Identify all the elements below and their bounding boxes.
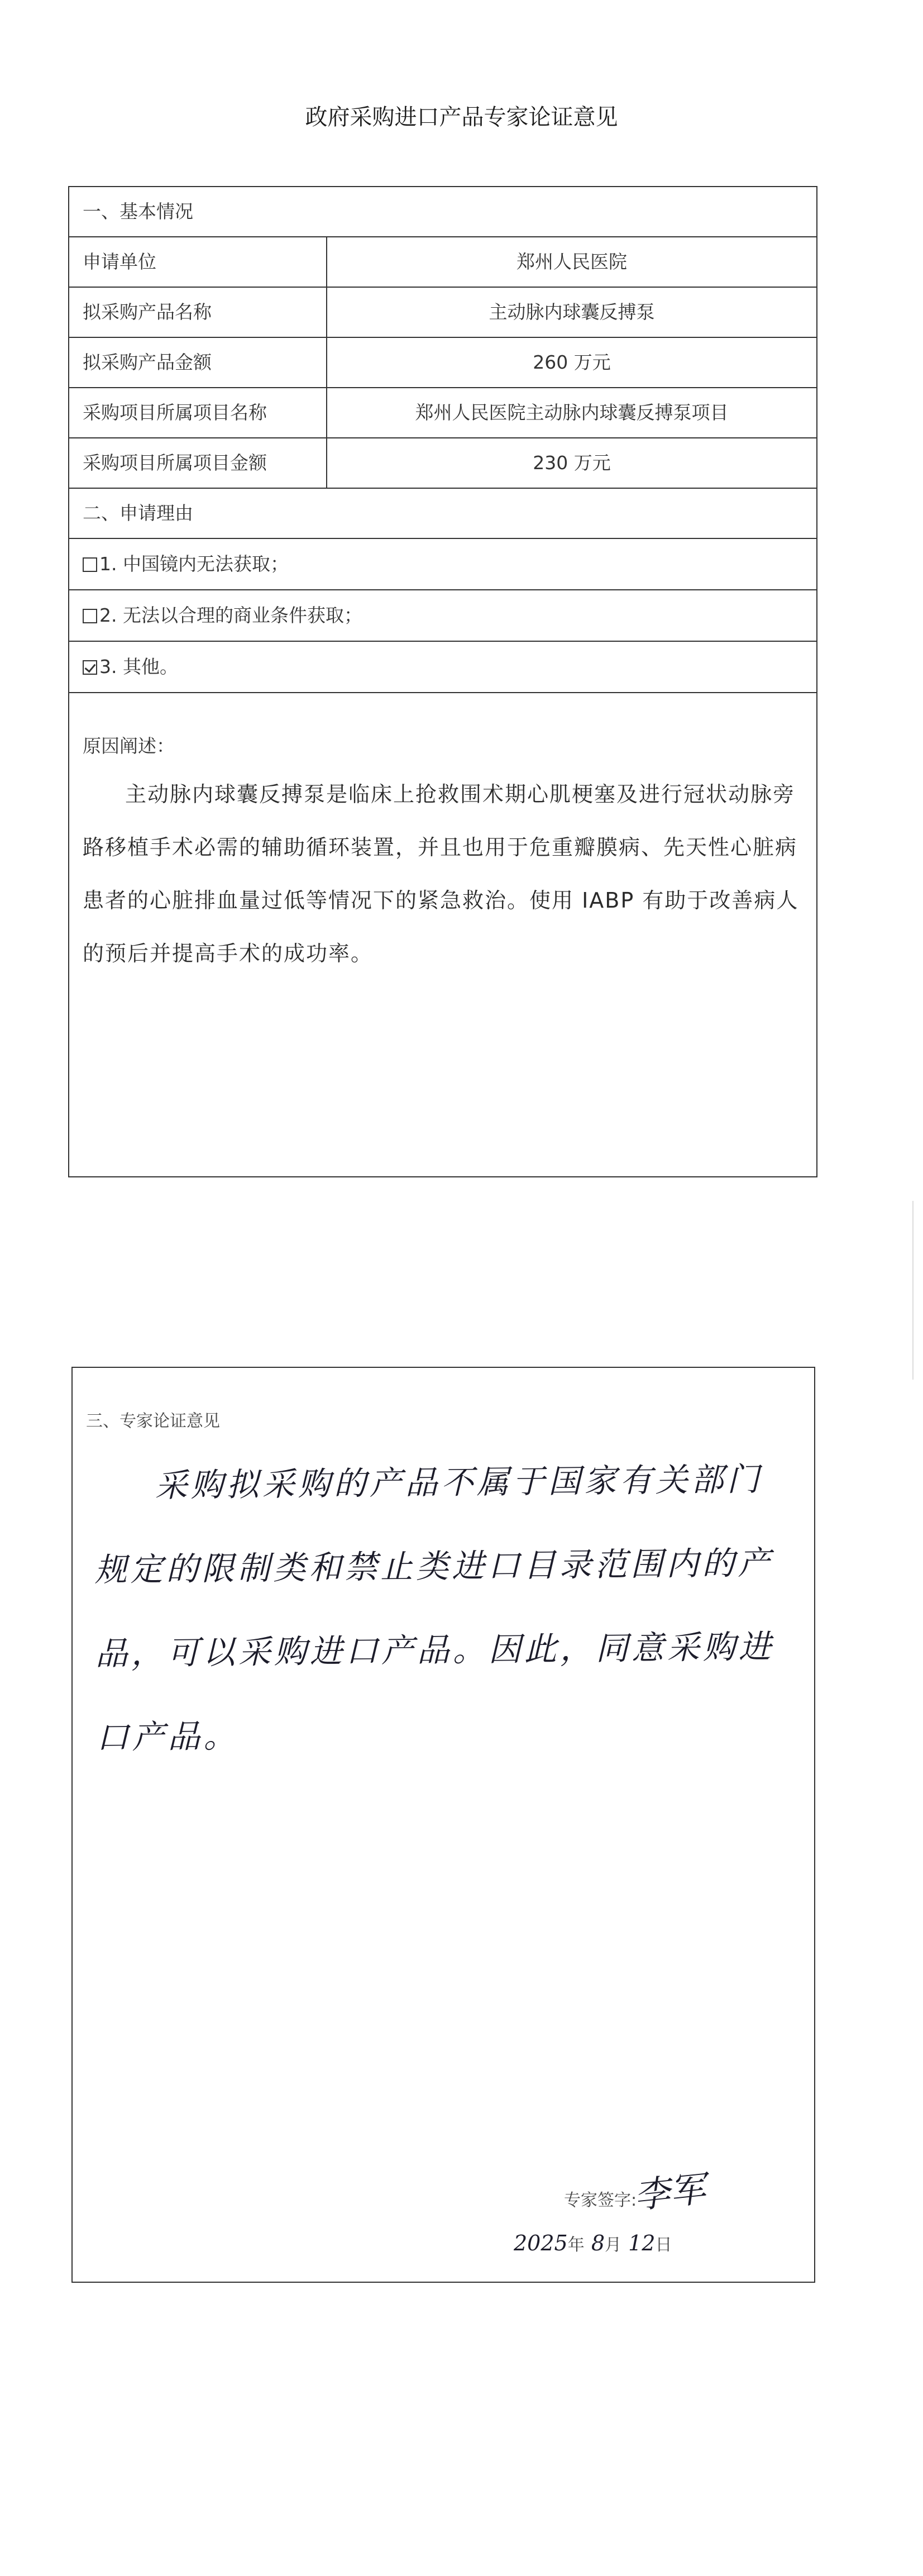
expert-opinion-box	[71, 1367, 815, 2283]
info-value: 郑州人民医院主动脉内球囊反搏泵项目	[415, 402, 729, 423]
reason-text: 主动脉内球囊反搏泵是临床上抢救围术期心肌梗塞及进行冠状动脉旁路移植手术必需的辅助循环装置，并且也用于危重瓣膜病、先天性心脏病患者的心脏排血量过低等情况下的紧急救治。使用 IABP 有助于改善病人的预后并提高手术的成功率。	[83, 782, 799, 966]
expert-signature: 李军	[632, 2168, 708, 2217]
info-row-product-name	[69, 288, 816, 338]
date-month-char: 月	[605, 2235, 621, 2255]
handwritten-opinion: 采购拟采购的产品不属于国家有关部门规定的限制类和禁止类进口目录范围内的产品，可以采购进口产品。因此，同意采购进口产品。	[94, 1460, 775, 1757]
document-title: 政府采购进口产品专家论证意见	[305, 104, 618, 130]
info-label: 采购项目所属项目金额	[83, 452, 267, 474]
section1-heading-row	[69, 187, 816, 237]
section2-heading: 二、申请理由	[83, 502, 193, 524]
info-row-project-amount	[69, 438, 816, 489]
signature-label: 专家签字:	[564, 2191, 637, 2210]
option-label: 1. 中国镜内无法获取；	[99, 553, 289, 575]
info-row-applicant	[69, 237, 816, 288]
info-value: 260 万元	[533, 351, 611, 373]
info-label: 采购项目所属项目名称	[83, 402, 267, 423]
info-value: 主动脉内球囊反搏泵	[489, 301, 655, 323]
info-label: 申请单位	[83, 251, 156, 273]
reason-option-2	[69, 590, 816, 642]
reason-option-3	[69, 642, 816, 693]
section1-heading: 一、基本情况	[83, 201, 193, 222]
info-value: 230 万元	[533, 452, 611, 474]
checkbox-icon[interactable]	[83, 609, 97, 623]
date-year-char: 年	[567, 2235, 585, 2255]
info-value: 郑州人民医院	[517, 251, 627, 273]
date-day-char: 日	[655, 2235, 672, 2255]
info-label: 拟采购产品金额	[83, 351, 212, 373]
application-table	[68, 186, 817, 1177]
date-year: 2025	[514, 2231, 568, 2255]
info-label: 拟采购产品名称	[83, 301, 212, 323]
reason-option-1	[69, 539, 816, 590]
option-label: 2. 无法以合理的商业条件获取；	[99, 604, 362, 626]
signature-date	[514, 2231, 672, 2255]
checkbox-icon[interactable]	[83, 557, 97, 572]
reason-label: 原因阐述：	[83, 735, 175, 757]
scan-edge-mark	[912, 1201, 914, 1380]
checked-checkbox-icon[interactable]	[83, 660, 97, 675]
option-label: 3. 其他。	[99, 656, 178, 678]
date-day: 12	[628, 2231, 656, 2255]
date-month: 8	[591, 2231, 605, 2255]
section2-heading-row	[69, 489, 816, 539]
section3-heading: 三、专家论证意见	[86, 1411, 220, 1431]
info-row-product-amount	[69, 338, 816, 388]
info-row-project-name	[69, 388, 816, 438]
